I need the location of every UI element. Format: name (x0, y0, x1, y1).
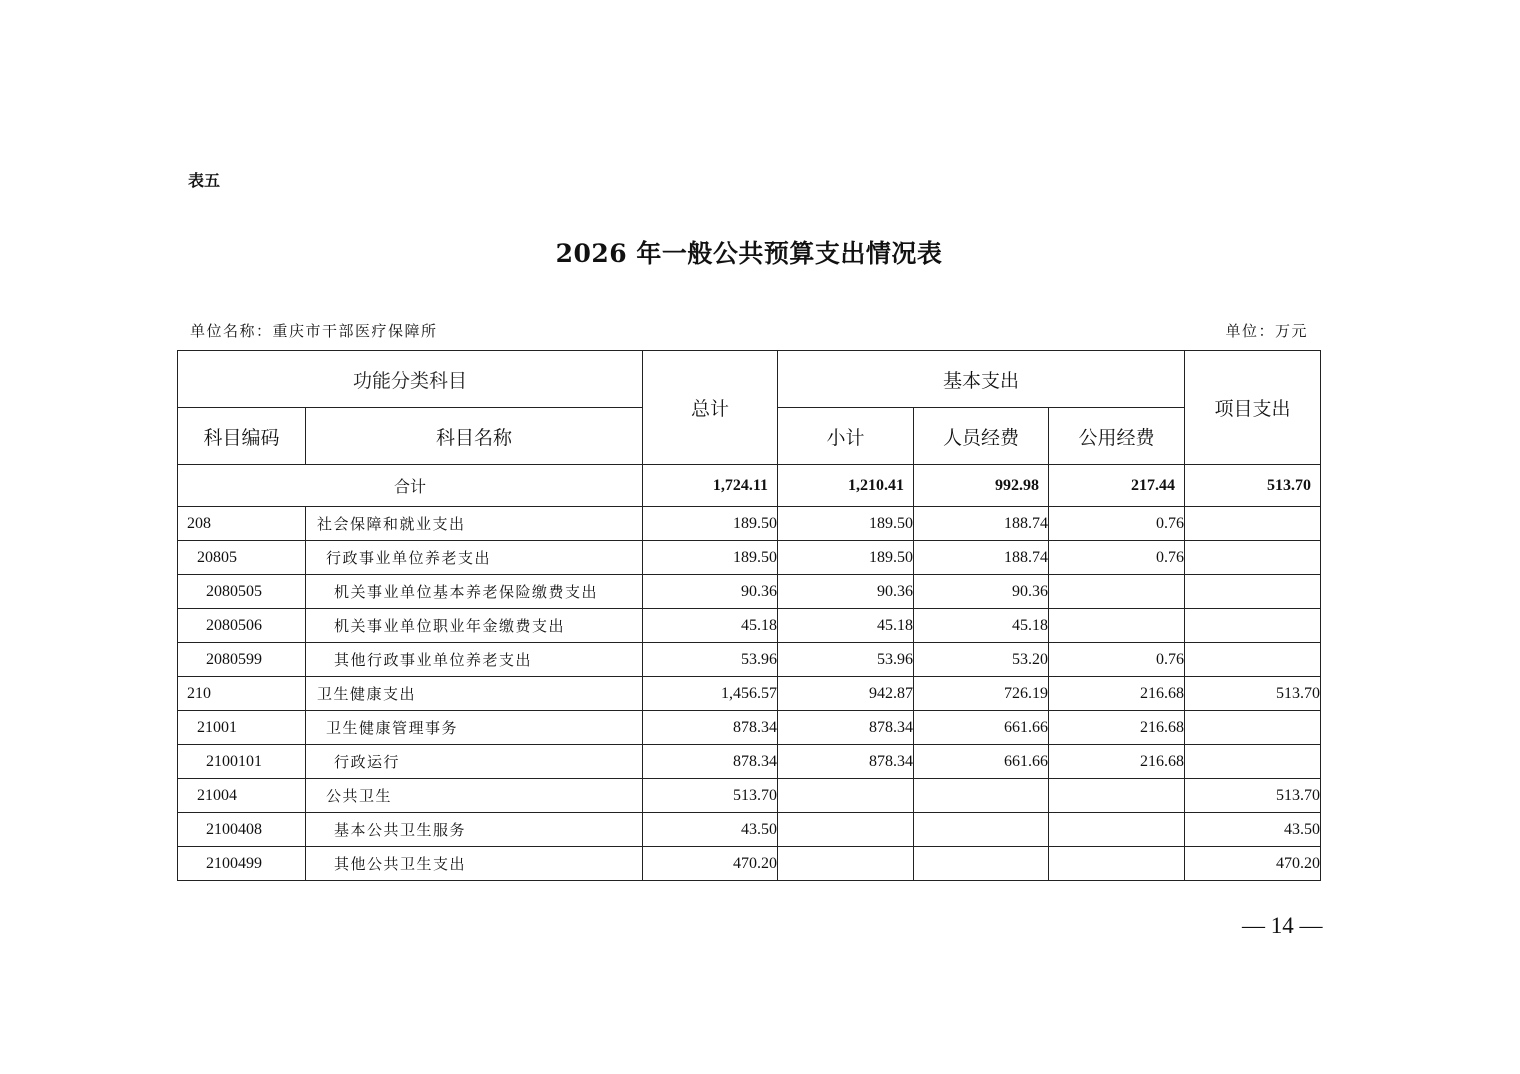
table-label: 表五 (188, 171, 221, 190)
row-public-use (1049, 813, 1185, 847)
row-personnel (914, 847, 1049, 881)
row-personnel (914, 779, 1049, 813)
row-name: 卫生健康支出 (306, 677, 643, 711)
row-subtotal: 90.36 (778, 575, 914, 609)
row-personnel: 188.74 (914, 541, 1049, 575)
row-public-use: 0.76 (1049, 507, 1185, 541)
budget-table (177, 350, 1321, 881)
row-name: 机关事业单位职业年金缴费支出 (306, 609, 643, 643)
row-public-use (1049, 575, 1185, 609)
row-public-use: 216.68 (1049, 677, 1185, 711)
total-personnel: 992.98 (914, 465, 1049, 507)
table-row (178, 677, 1321, 711)
total-total: 1,724.11 (643, 465, 778, 507)
row-name: 其他公共卫生支出 (306, 847, 643, 881)
row-personnel: 726.19 (914, 677, 1049, 711)
row-subtotal: 942.87 (778, 677, 914, 711)
row-personnel: 661.66 (914, 745, 1049, 779)
row-personnel: 45.18 (914, 609, 1049, 643)
row-name: 机关事业单位基本养老保险缴费支出 (306, 575, 643, 609)
row-project: 513.70 (1185, 779, 1321, 813)
row-code: 2080505 (178, 575, 306, 609)
row-total: 189.50 (643, 541, 778, 575)
row-project (1185, 643, 1321, 677)
row-code: 2100101 (178, 745, 306, 779)
row-total: 1,456.57 (643, 677, 778, 711)
row-name: 行政运行 (306, 745, 643, 779)
row-subtotal: 189.50 (778, 541, 914, 575)
row-public-use: 216.68 (1049, 711, 1185, 745)
row-personnel: 90.36 (914, 575, 1049, 609)
total-label: 合计 (178, 465, 643, 507)
header-name: 科目名称 (306, 408, 643, 465)
header-subtotal: 小计 (778, 408, 914, 465)
row-total: 45.18 (643, 609, 778, 643)
row-code: 20805 (178, 541, 306, 575)
row-code: 210 (178, 677, 306, 711)
table-row (178, 541, 1321, 575)
row-subtotal: 45.18 (778, 609, 914, 643)
row-public-use (1049, 779, 1185, 813)
header-function-category: 功能分类科目 (178, 351, 643, 408)
row-subtotal: 189.50 (778, 507, 914, 541)
row-total: 90.36 (643, 575, 778, 609)
table-row (178, 847, 1321, 881)
row-public-use: 0.76 (1049, 541, 1185, 575)
row-code: 2100499 (178, 847, 306, 881)
row-project (1185, 745, 1321, 779)
table-row (178, 609, 1321, 643)
total-project: 513.70 (1185, 465, 1321, 507)
row-subtotal (778, 847, 914, 881)
table-row (178, 813, 1321, 847)
row-total: 513.70 (643, 779, 778, 813)
unit-label: 单位：万元 (1225, 322, 1308, 340)
row-subtotal: 53.96 (778, 643, 914, 677)
row-personnel (914, 813, 1049, 847)
header-personnel: 人员经费 (914, 408, 1049, 465)
row-name: 卫生健康管理事务 (306, 711, 643, 745)
row-project (1185, 609, 1321, 643)
row-total: 189.50 (643, 507, 778, 541)
row-code: 2080599 (178, 643, 306, 677)
row-name: 行政事业单位养老支出 (306, 541, 643, 575)
row-project: 43.50 (1185, 813, 1321, 847)
header-code: 科目编码 (178, 408, 306, 465)
row-total: 53.96 (643, 643, 778, 677)
row-name: 其他行政事业单位养老支出 (306, 643, 643, 677)
row-personnel: 661.66 (914, 711, 1049, 745)
row-project: 470.20 (1185, 847, 1321, 881)
row-name: 社会保障和就业支出 (306, 507, 643, 541)
row-code: 21004 (178, 779, 306, 813)
table-row (178, 575, 1321, 609)
row-public-use (1049, 609, 1185, 643)
row-code: 2100408 (178, 813, 306, 847)
row-project (1185, 541, 1321, 575)
total-public-use: 217.44 (1049, 465, 1185, 507)
row-project: 513.70 (1185, 677, 1321, 711)
row-public-use: 216.68 (1049, 745, 1185, 779)
row-total: 43.50 (643, 813, 778, 847)
page-number: — 14 — (1242, 913, 1323, 938)
row-public-use (1049, 847, 1185, 881)
row-subtotal: 878.34 (778, 745, 914, 779)
row-subtotal: 878.34 (778, 711, 914, 745)
total-subtotal: 1,210.41 (778, 465, 914, 507)
row-name: 公共卫生 (306, 779, 643, 813)
page-title: 2026 年一般公共预算支出情况表 (555, 239, 943, 268)
table-row (178, 643, 1321, 677)
row-code: 2080506 (178, 609, 306, 643)
row-total: 878.34 (643, 711, 778, 745)
row-subtotal (778, 813, 914, 847)
total-row (178, 465, 1321, 507)
header-project-expenditure: 项目支出 (1185, 351, 1321, 465)
row-code: 208 (178, 507, 306, 541)
row-name: 基本公共卫生服务 (306, 813, 643, 847)
row-project (1185, 507, 1321, 541)
table-row (178, 745, 1321, 779)
row-personnel: 188.74 (914, 507, 1049, 541)
header-basic-expenditure: 基本支出 (778, 351, 1185, 408)
row-project (1185, 575, 1321, 609)
table-row (178, 507, 1321, 541)
table-row (178, 711, 1321, 745)
row-personnel: 53.20 (914, 643, 1049, 677)
row-total: 470.20 (643, 847, 778, 881)
unit-name: 单位名称：重庆市干部医疗保障所 (190, 322, 438, 340)
header-total: 总计 (643, 351, 778, 465)
header-public-use: 公用经费 (1049, 408, 1185, 465)
row-subtotal (778, 779, 914, 813)
row-project (1185, 711, 1321, 745)
table-row (178, 779, 1321, 813)
row-code: 21001 (178, 711, 306, 745)
row-total: 878.34 (643, 745, 778, 779)
row-public-use: 0.76 (1049, 643, 1185, 677)
